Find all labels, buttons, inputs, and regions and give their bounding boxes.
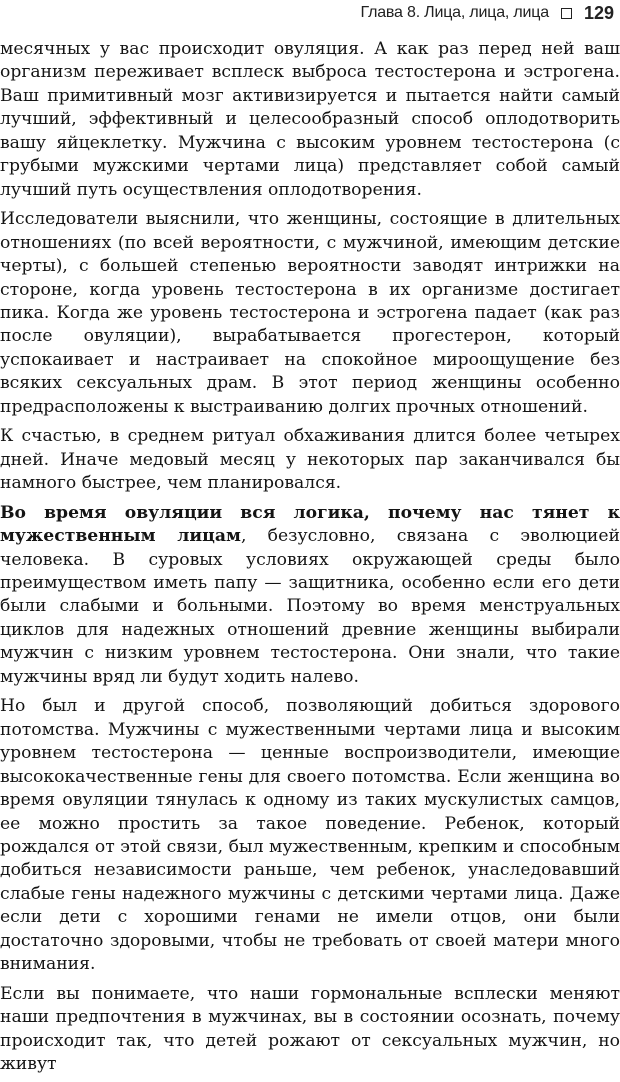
paragraph bbox=[0, 38, 620, 202]
chapter-title: Глава 8. Лица, лица, лица bbox=[360, 4, 549, 21]
paragraph-text: Исследователи выяснили, что женщины, состоящие в длительных отношениях (по всей вероятности, с мужчиной, имеющим детские черты), с большей степенью вероятности заводят интрижки на стороне, когда уровень тестостерона в их организме достигает пика. Когда же уровень тестостерона и эстрогена падает (как раз после овуляции), вырабатывается прогестерон, который успокаивает и настраивает на спокойное мироощущение без всяких сексуальных драм. В этот период женщины особенно предрасположены к выстраиванию долгих прочных отношений. bbox=[0, 209, 620, 417]
paragraph-text: К счастью, в среднем ритуал обхаживания длится более четырех дней. Иначе медовый месяц у некоторых пар заканчивался бы намного быстрее, чем планировался. bbox=[0, 426, 620, 494]
paragraph bbox=[0, 208, 620, 419]
page-number: 129 bbox=[583, 2, 614, 23]
paragraph-text: месячных у вас происходит овуляция. А как раз перед ней ваш организм переживает всплеск выброса тестостерона и эстрогена. Ваш примитивный мозг активизируется и пытается найти самый лучший, эффективный и целесообразный способ оплодотворить вашу яйцеклетку. Мужчина с высоким уровнем тестостерона (с грубыми мужскими чертами лица) представляет собой самый лучший путь осуществления оплодотворения. bbox=[0, 39, 620, 200]
body-text bbox=[0, 38, 620, 1082]
running-head bbox=[361, 0, 614, 26]
paragraph bbox=[0, 695, 620, 976]
paragraph-text: , безусловно, связана с эволюцией человека. В суровых условиях окружающей среды было преимуществом иметь папу — защитника, особенно если его дети были слабыми и больными. Поэтому во время менструальных циклов для надежных отношений древние женщины выбирали мужчин с низким уровнем тестостерона. Они знали, что такие мужчины вряд ли будут ходить налево. bbox=[0, 526, 620, 687]
paragraph-lead-bold: Во время овуляции вся логика, почему нас тянет к мужественным лицам bbox=[0, 502, 620, 547]
paragraph bbox=[0, 983, 620, 1077]
paragraph bbox=[0, 425, 620, 495]
paragraph-text: Если вы понимаете, что наши гормональные всплески меняют наши предпочтения в мужчинах, вы в состоянии осознать, почему происходит так, что детей рожают от сексуальных мужчин, но живут bbox=[0, 983, 620, 1075]
square-bullet-icon bbox=[561, 8, 572, 19]
paragraph-text: Но был и другой способ, позволяющий добиться здорового потомства. Мужчины с мужественными чертами лица и высоким уровнем тестостерона — ценные воспроизводители, имеющие высококачественные гены для своего потомства. Если женщина во время овуляции тянулась к одному из таких мускулистых самцов, ее можно простить за такое поведение. Ребенок, который рождался от этой связи, был мужественным, крепким и способным добиться независимости раньше, чем ребенок, унаследовавший слабые гены надежного мужчины с детскими чертами лица. Даже если дети с хорошими генами не имели отцов, они были достаточно здоровыми, чтобы не требовать от своей матери много внимания. bbox=[0, 696, 620, 975]
paragraph bbox=[0, 502, 620, 690]
